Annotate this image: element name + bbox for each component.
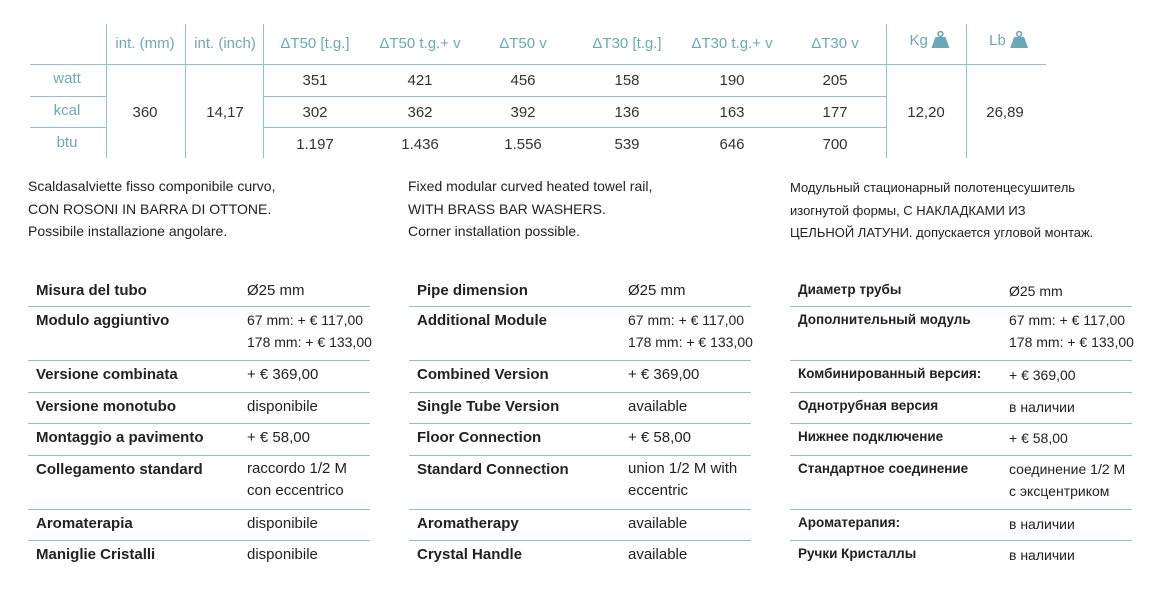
row-label: btu — [56, 134, 78, 151]
table-divider-v — [185, 24, 186, 158]
spec-row — [790, 306, 1132, 361]
spec-value-line: 178 mm: + € 133,00 — [628, 334, 753, 350]
spec-label: Maniglie Cristalli — [36, 546, 156, 563]
spec-value-line: с эксцентриком — [1009, 483, 1110, 499]
spec-row — [409, 423, 751, 456]
description-line: CON ROSONI IN BARRA DI OTTONE. — [28, 200, 272, 217]
spec-value-line: в наличии — [1009, 547, 1075, 563]
table-cell: 205 — [822, 72, 848, 89]
weight-icon — [931, 31, 951, 49]
spec-row — [28, 276, 370, 307]
table-cell-merged: 14,17 — [206, 104, 244, 121]
description-line: Модульный стационарный полотенцесушитель — [790, 180, 1076, 195]
table-divider-h — [30, 127, 106, 128]
table-header-1: int. (inch) — [194, 35, 256, 52]
spec-value-line: + € 58,00 — [628, 429, 691, 446]
spec-row — [409, 455, 751, 510]
spec-value — [1009, 364, 1076, 386]
spec-value-line: 67 mm: + € 117,00 — [628, 312, 745, 328]
spec-value-line: Ø25 mm — [1009, 283, 1063, 299]
table-header-8 — [909, 31, 950, 49]
weight-unit-label: Lb — [989, 31, 1006, 49]
spec-row — [409, 360, 751, 393]
spec-value-line: 178 mm: + € 133,00 — [247, 334, 372, 350]
spec-label: Комбинированный версия: — [798, 366, 982, 381]
table-cell: 136 — [614, 104, 640, 121]
table-divider-h — [263, 127, 886, 128]
description-line: Possibile installazione angolare. — [28, 223, 228, 239]
spec-value — [628, 458, 737, 502]
spec-value-line: Ø25 mm — [247, 282, 305, 299]
table-header-3: ΔT50 t.g.+ v — [379, 35, 461, 52]
spec-row — [409, 540, 751, 570]
spec-value-line: available — [628, 515, 688, 532]
spec-value-line: union 1/2 M with — [628, 460, 738, 477]
spec-value — [628, 513, 687, 535]
spec-label: Single Tube Version — [417, 398, 560, 415]
spec-label: Versione monotubo — [36, 398, 177, 415]
spec-value — [247, 396, 318, 418]
description-line: Scaldasalviette fisso componibile curvo, — [28, 178, 276, 194]
spec-row — [409, 509, 751, 541]
table-header-2: ΔT50 [t.g.] — [280, 35, 350, 52]
spec-row — [790, 509, 1132, 541]
spec-row — [790, 360, 1132, 393]
spec-label: Misura del tubo — [36, 282, 147, 299]
spec-value-line: con eccentrico — [247, 482, 344, 499]
description-line: изогнутой формы, С НАКЛАДКАМИ ИЗ — [790, 202, 1026, 218]
spec-value — [1009, 280, 1063, 302]
spec-label: Дополнительный модуль — [798, 312, 971, 327]
spec-value-line: + € 369,00 — [247, 366, 319, 383]
table-divider-v — [886, 24, 887, 158]
spec-label: Pipe dimension — [417, 282, 528, 299]
spec-label: Стандартное соединение — [798, 461, 969, 476]
table-header-9 — [989, 31, 1029, 49]
spec-label: Aromatherapy — [417, 515, 519, 532]
table-divider-h — [30, 96, 106, 97]
spec-label: Crystal Handle — [417, 546, 523, 563]
spec-value — [247, 364, 318, 386]
spec-row — [28, 509, 370, 541]
spec-value-line: 67 mm: + € 117,00 — [1009, 312, 1126, 328]
spec-label: Однотрубная версия — [798, 398, 939, 413]
spec-value — [628, 364, 699, 386]
table-divider-h — [30, 64, 1046, 65]
spec-row — [790, 276, 1132, 307]
spec-label: Standard Connection — [417, 461, 569, 478]
weight-icon — [1009, 31, 1029, 49]
spec-value — [1009, 396, 1075, 418]
table-cell: 456 — [510, 72, 536, 89]
table-header-6: ΔT30 t.g.+ v — [691, 35, 773, 52]
spec-row — [790, 455, 1132, 510]
spec-row — [790, 540, 1132, 570]
spec-value-line: eccentric — [628, 482, 689, 499]
spec-value — [628, 544, 687, 566]
table-header-7: ΔT30 v — [811, 35, 859, 52]
spec-value — [247, 458, 347, 502]
spec-label: Ароматерапия: — [798, 515, 901, 530]
table-header-5: ΔT30 [t.g.] — [592, 35, 662, 52]
spec-row — [409, 276, 751, 307]
spec-value — [247, 309, 372, 353]
spec-value-line: + € 369,00 — [628, 366, 700, 383]
spec-value-line: + € 58,00 — [247, 429, 310, 446]
table-cell: 177 — [822, 104, 848, 121]
spec-value-line: + € 58,00 — [1009, 430, 1068, 446]
spec-label: Ручки Кристаллы — [798, 546, 917, 561]
description-it — [28, 175, 275, 243]
weight-unit-label: Kg — [909, 31, 928, 49]
description-en — [408, 175, 652, 243]
table-cell: 1.436 — [401, 136, 439, 153]
spec-value-line: соединение 1/2 M — [1009, 461, 1126, 477]
table-cell: 646 — [719, 136, 745, 153]
row-label: kcal — [53, 102, 81, 119]
spec-row — [409, 392, 751, 424]
spec-value — [628, 309, 753, 353]
table-divider-h — [263, 96, 886, 97]
spec-row — [28, 540, 370, 570]
spec-row — [790, 392, 1132, 424]
spec-value — [1009, 427, 1068, 449]
table-divider-v — [263, 24, 264, 158]
spec-value — [247, 427, 310, 449]
spec-value — [247, 544, 318, 566]
table-cell: 158 — [614, 72, 640, 89]
description-line: Fixed modular curved heated towel rail, — [408, 178, 653, 194]
spec-row — [28, 423, 370, 456]
spec-value — [247, 513, 318, 535]
table-divider-v — [106, 24, 107, 158]
spec-label: Modulo aggiuntivo — [36, 312, 170, 329]
spec-value — [1009, 513, 1075, 535]
spec-value-line: в наличии — [1009, 516, 1075, 532]
spec-value — [1009, 309, 1134, 353]
spec-row — [28, 360, 370, 393]
spec-value — [628, 396, 687, 418]
spec-label: Диаметр трубы — [798, 282, 902, 297]
spec-value-line: 178 mm: + € 133,00 — [1009, 334, 1134, 350]
row-label: watt — [53, 70, 81, 87]
spec-row — [790, 423, 1132, 456]
table-cell: 700 — [822, 136, 848, 153]
spec-value-line: available — [628, 398, 688, 415]
description-line: WITH BRASS BAR WASHERS. — [408, 200, 606, 217]
description-line: Corner installation possible. — [408, 223, 580, 239]
spec-value-line: + € 369,00 — [1009, 367, 1076, 383]
spec-row — [28, 306, 370, 361]
table-cell: 302 — [302, 104, 328, 121]
table-cell: 1.556 — [504, 136, 542, 153]
spec-value — [1009, 544, 1075, 566]
spec-value — [628, 427, 691, 449]
spec-row — [28, 392, 370, 424]
spec-value-line: в наличии — [1009, 399, 1075, 415]
table-cell: 362 — [407, 104, 433, 121]
spec-label: Versione combinata — [36, 366, 178, 383]
table-cell-merged: 360 — [132, 104, 158, 121]
spec-label: Нижнее подключение — [798, 429, 944, 444]
spec-label: Aromaterapia — [36, 515, 133, 532]
spec-row — [28, 455, 370, 510]
spec-value-line: Ø25 mm — [628, 282, 686, 299]
spec-value — [247, 280, 305, 302]
spec-value-line: 67 mm: + € 117,00 — [247, 312, 364, 328]
spec-value — [1009, 458, 1125, 502]
table-header-4: ΔT50 v — [499, 35, 547, 52]
spec-row — [409, 306, 751, 361]
table-cell: 421 — [407, 72, 433, 89]
table-cell-merged: 12,20 — [907, 104, 945, 121]
spec-label: Montaggio a pavimento — [36, 429, 204, 446]
spec-label: Collegamento standard — [36, 461, 203, 478]
spec-label: Combined Version — [417, 366, 549, 383]
table-cell: 392 — [510, 104, 536, 121]
description-line: ЦЕЛЬНОЙ ЛАТУНИ. допускается угловой монтаж. — [790, 225, 1094, 240]
spec-label: Floor Connection — [417, 429, 542, 446]
table-cell-merged: 26,89 — [986, 104, 1024, 121]
spec-label: Additional Module — [417, 312, 547, 329]
table-cell: 1.197 — [296, 136, 334, 153]
table-cell: 351 — [302, 72, 328, 89]
description-ru — [790, 177, 1093, 245]
spec-value — [628, 280, 686, 302]
table-cell: 190 — [719, 72, 745, 89]
table-divider-v — [966, 24, 967, 158]
spec-value-line: available — [628, 546, 688, 563]
spec-value-line: raccordo 1/2 M — [247, 460, 348, 477]
table-cell: 163 — [719, 104, 745, 121]
spec-value-line: disponibile — [247, 515, 318, 532]
table-header-0: int. (mm) — [115, 35, 175, 52]
table-cell: 539 — [614, 136, 640, 153]
spec-value-line: disponibile — [247, 398, 318, 415]
spec-value-line: disponibile — [247, 546, 318, 563]
